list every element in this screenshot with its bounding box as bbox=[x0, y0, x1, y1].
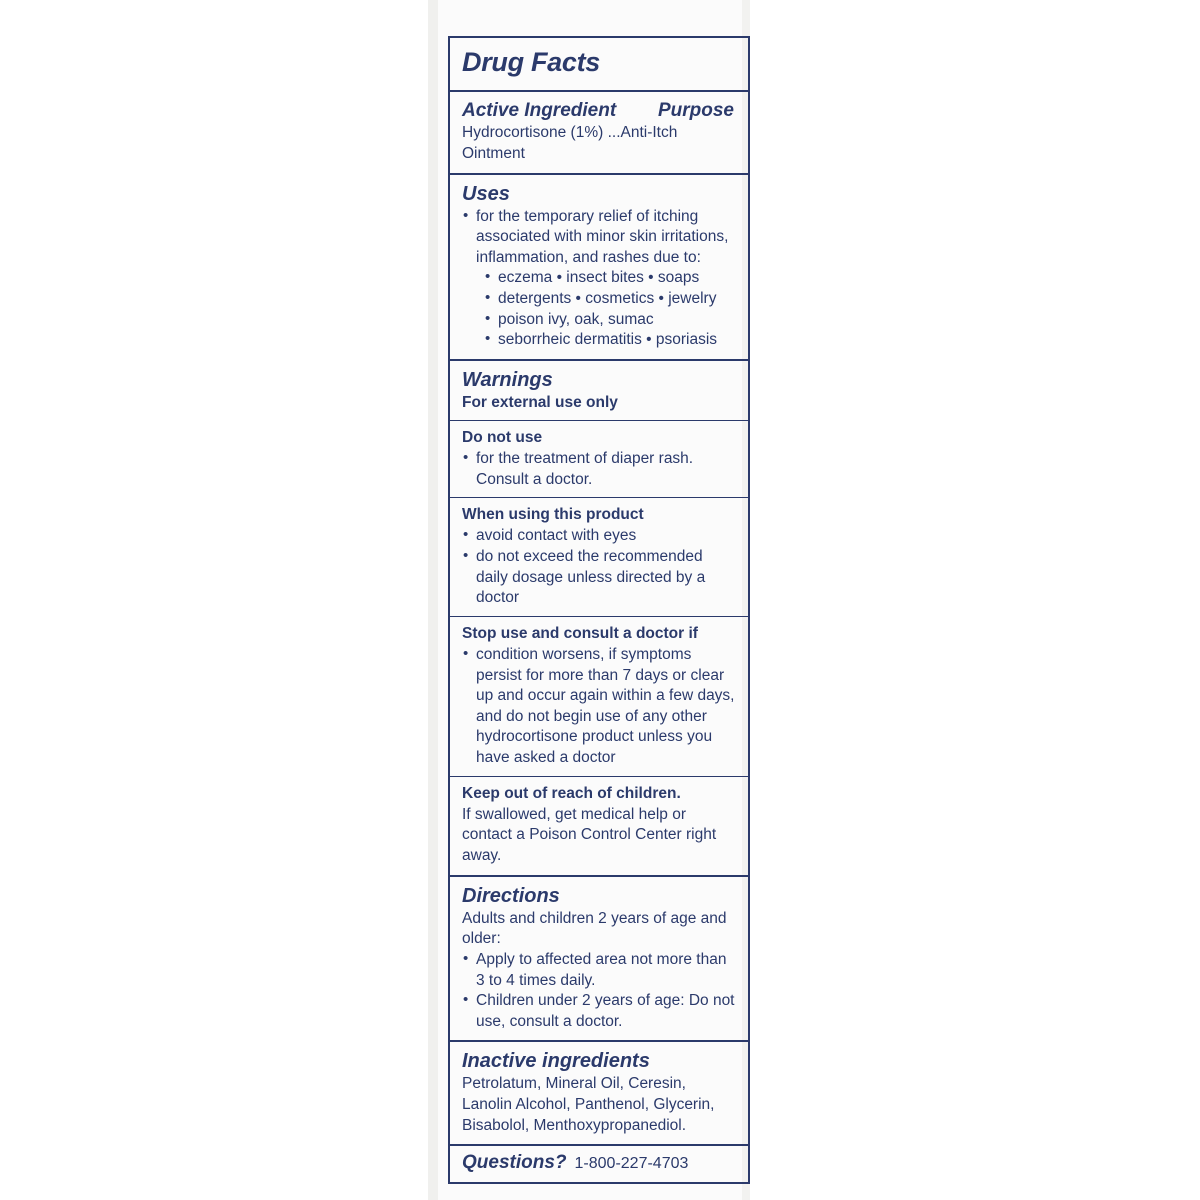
uses-intro: • for the temporary relief of itching associated with minor skin irritations, inflammation, and rashes due to: bbox=[462, 207, 738, 269]
list-item: • eczema • insect bites • soaps bbox=[484, 268, 738, 289]
active-ingredient-section bbox=[448, 90, 750, 172]
uses-section bbox=[448, 173, 750, 359]
directions-section bbox=[448, 875, 750, 1041]
active-ingredient-text: Hydrocortisone (1%) ...Anti-Itch Ointment bbox=[462, 124, 678, 162]
list-item: • avoid contact with eyes bbox=[462, 526, 738, 547]
list-item: • Children under 2 years of age: Do not use, consult a doctor. bbox=[462, 991, 738, 1032]
list-item: • do not exceed the recommended daily dosage unless directed by a doctor bbox=[462, 547, 738, 609]
questions-label: Questions? bbox=[462, 1152, 567, 1174]
list-item: • poison ivy, oak, sumac bbox=[484, 310, 738, 331]
when-using-heading: When using this product bbox=[462, 506, 644, 524]
page-title: Drug Facts bbox=[462, 47, 601, 77]
keep-out-of-reach-text: If swallowed, get medical help or contact a Poison Control Center right away. bbox=[462, 805, 717, 865]
list-item: • Apply to affected area not more than 3 to 4 times daily. bbox=[462, 950, 738, 991]
directions-heading: Directions bbox=[462, 884, 560, 907]
drug-facts-title-box bbox=[448, 36, 750, 90]
uses-items-list bbox=[462, 268, 738, 350]
divider bbox=[450, 420, 748, 421]
list-item: • condition worsens, if symptoms persist for more than 7 days or clear up and occur again within a few days, and do not begin use of any other hydrocortisone product unless you have asked a doctor bbox=[462, 645, 738, 769]
drug-facts-panel bbox=[448, 36, 750, 1184]
directions-list bbox=[462, 950, 738, 1032]
divider bbox=[450, 616, 748, 617]
stop-use-list bbox=[462, 645, 738, 769]
divider bbox=[450, 776, 748, 777]
external-use-only: For external use only bbox=[462, 393, 618, 411]
divider bbox=[450, 497, 748, 498]
questions-row bbox=[462, 1152, 738, 1174]
uses-intro-list bbox=[462, 207, 738, 269]
questions-phone-number: 1-800-227-4703 bbox=[574, 1155, 689, 1173]
warnings-section bbox=[448, 359, 750, 875]
uses-heading: Uses bbox=[462, 182, 510, 205]
inactive-ingredients-text: Petrolatum, Mineral Oil, Ceresin, Lanolin Alcohol, Panthenol, Glycerin, Bisabolol, Menthoxypropanediol. bbox=[462, 1075, 715, 1134]
directions-intro: Adults and children 2 years of age and older: bbox=[462, 909, 727, 948]
when-using-list bbox=[462, 526, 738, 608]
purpose-heading: Purpose bbox=[657, 100, 734, 122]
do-not-use-heading: Do not use bbox=[462, 428, 543, 446]
list-item: • for the treatment of diaper rash. Consult a doctor. bbox=[462, 449, 738, 490]
active-ingredient-heading: Active Ingredient bbox=[462, 100, 617, 122]
active-ingredient-headings bbox=[462, 100, 738, 122]
questions-section bbox=[448, 1144, 750, 1184]
stop-use-heading: Stop use and consult a doctor if bbox=[462, 624, 698, 642]
carton-left-edge bbox=[428, 0, 438, 1200]
inactive-ingredients-heading: Inactive ingredients bbox=[462, 1050, 650, 1073]
list-item: • detergents • cosmetics • jewelry bbox=[484, 289, 738, 310]
inactive-ingredients-section bbox=[448, 1040, 750, 1144]
warnings-heading: Warnings bbox=[462, 368, 553, 391]
keep-out-of-reach-heading: Keep out of reach of children. bbox=[462, 784, 681, 802]
list-item: • seborrheic dermatitis • psoriasis bbox=[484, 330, 738, 351]
do-not-use-list bbox=[462, 449, 738, 490]
